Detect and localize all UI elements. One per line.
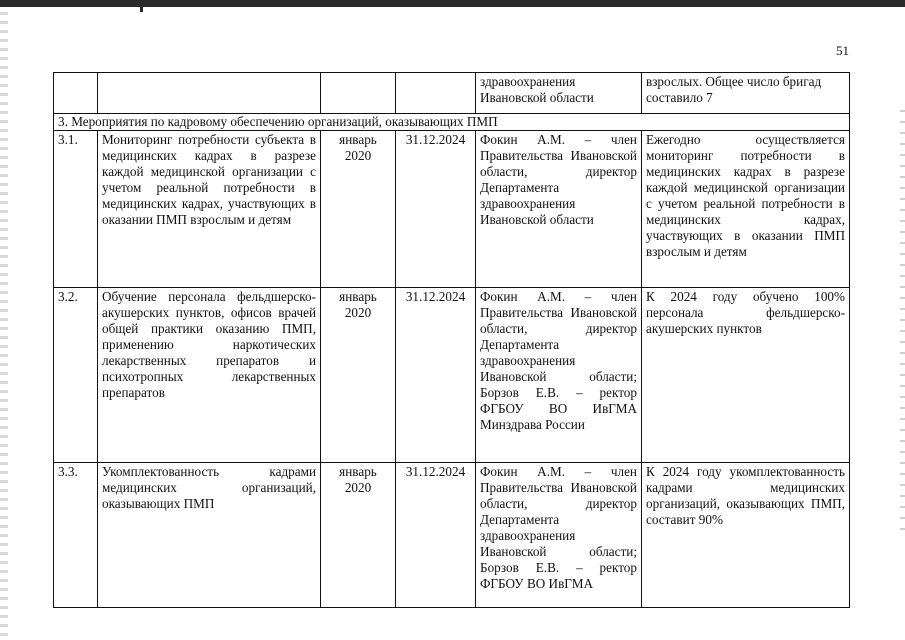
scan-top-mark (140, 0, 143, 12)
responsible-text: Фокин А.М. – член Правительства Ивановской области, директор Департамента здравоохранения Ивановской области (476, 131, 642, 288)
end-date: 31.12.2024 (396, 463, 476, 608)
row-number: 3.2. (54, 288, 98, 463)
table-row (54, 463, 850, 608)
table-row (54, 288, 850, 463)
scan-right-edge (900, 110, 905, 530)
row-number: 3.3. (54, 463, 98, 608)
cell-event (98, 73, 321, 114)
cell-start (321, 73, 396, 114)
result-text: Ежегодно осуществляется мониторинг потребности в медицинских кадрах в разрезе каждой медицинской организации с учетом реальной потребности в медицинских кадрах, участвующих в оказании ПМП взрослым и детям (642, 131, 850, 288)
start-date: январь 2020 (321, 288, 396, 463)
event-text: Обучение персонала фельдшерско-акушерских пунктов, офисов врачей общей практики оказанию ПМП, применению наркотических лекарственных препаратов и психотропных лекарственных препаратов (98, 288, 321, 463)
section-header-row (54, 114, 850, 131)
event-text: Укомплектованность кадрами медицинских организаций, оказывающих ПМП (98, 463, 321, 608)
table-row (54, 131, 850, 288)
result-text: К 2024 году обучено 100% персонала фельдшерско-акушерских пунктов (642, 288, 850, 463)
page-number: 51 (836, 43, 849, 58)
row-number: 3.1. (54, 131, 98, 288)
cell-responsible: здравоохранения Ивановской области (476, 73, 642, 114)
cell-result: взрослых. Общее число бригад составило 7 (642, 73, 850, 114)
cell-num (54, 73, 98, 114)
end-date: 31.12.2024 (396, 131, 476, 288)
result-text: К 2024 году укомплектованность кадрами медицинских организаций, оказывающих ПМП, составит 90% (642, 463, 850, 608)
scan-left-edge (0, 12, 8, 640)
end-date: 31.12.2024 (396, 288, 476, 463)
scan-top-border (0, 0, 905, 7)
continuation-row (54, 73, 850, 114)
start-date: январь 2020 (321, 463, 396, 608)
section-title: 3. Мероприятия по кадровому обеспечению организаций, оказывающих ПМП (54, 114, 850, 131)
cell-end (396, 73, 476, 114)
event-text: Мониторинг потребности субъекта в медицинских кадрах в разрезе каждой медицинской организации с учетом реальной потребности в медицинских кадрах, участвующих в оказании ПМП взрослым и детям (98, 131, 321, 288)
events-table (53, 72, 850, 608)
responsible-text: Фокин А.М. – член Правительства Ивановской области, директор Департамента здравоохранения Ивановской области; Борзов Е.В. – ректор ФГБОУ ВО ИвГМА (476, 463, 642, 608)
responsible-text: Фокин А.М. – член Правительства Ивановской области, директор Департамента здравоохранения Ивановской области; Борзов Е.В. – ректор ФГБОУ ВО ИвГМА Минздрава России (476, 288, 642, 463)
start-date: январь 2020 (321, 131, 396, 288)
